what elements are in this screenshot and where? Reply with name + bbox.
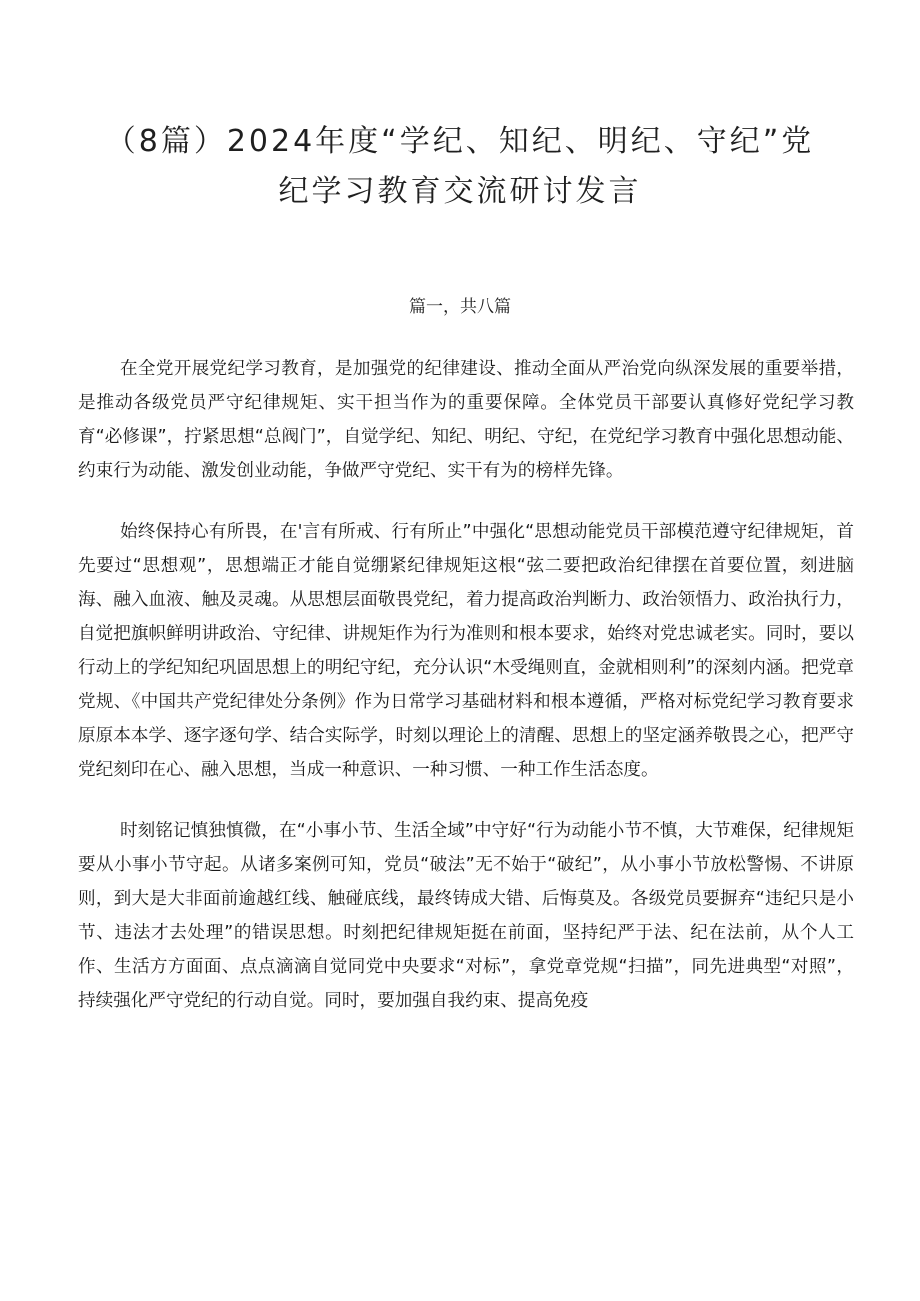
document-body: [78, 352, 854, 1045]
section-subtitle: 篇一，共八篇: [409, 297, 511, 317]
paragraph-3: 时刻铭记慎独慎微，在“小事小节、生活全域”中守好“行为动能小节不慎，大节难保，纪律规矩要从小事小节守起。从诸多案例可知，党员“破法”无不始于“破纪”，从小事小节放松警惕、不讲原则，到大是大非面前逾越红线、触碰底线，最终铸成大错、后悔莫及。各级党员要摒弃“违纪只是小节、违法才去处理”的错误思想。时刻把纪律规矩挺在前面，坚持纪严于法、纪在法前，从个人工作、生活方方面面、点点滴滴自觉同党中央要求“对标”，拿党章党规“扫描”，同先进典型“对照”，持续强化严守党纪的行动自觉。同时，要加强自我约束、提高免疫: [78, 821, 854, 1011]
document-title-line-2: 纪学习教育交流研讨发言: [278, 174, 642, 209]
paragraph-2: 始终保持心有所畏，在'言有所戒、行有所止”中强化“思想动能党员干部模范遵守纪律规矩，首先要过“思想观”，思想端正才能自觉绷紧纪律规矩这根“弦二要把政治纪律摆在首要位置，刻进脑海、融入血液、触及灵魂。从思想层面敬畏党纪，着力提高政治判断力、政治领悟力、政治执行力，自觉把旗帜鲜明讲政治、守纪律、讲规矩作为行为准则和根本要求，始终对党忠诚老实。同时，要以行动上的学纪知纪巩固思想上的明纪守纪，充分认识“木受绳则直，金就相则利”的深刻内涵。把党章党规、《中国共产党纪律处分条例》作为日常学习基础材料和根本遵循，严格对标党纪学习教育要求原原本本学、逐字逐句学、结合实际学，时刻以理论上的清醒、思想上的坚定涵养敬畏之心，把严守党纪刻印在心、融入思想，当成一种意识、一种习惯、一种工作生活态度。: [78, 522, 854, 780]
document-title-line-1: （8篇）2024年度“学纪、知纪、明纪、守纪”党: [105, 124, 815, 159]
paragraph-1: 在全党开展党纪学习教育，是加强党的纪律建设、推动全面从严治党向纵深发展的重要举措，是推动各级党员严守纪律规矩、实干担当作为的重要保障。全体党员干部要认真修好党纪学习教育“必修课”，拧紧思想“总阀门”，自觉学纪、知纪、明纪、守纪，在党纪学习教育中强化思想动能、约束行为动能、激发创业动能，争做严守党纪、实干有为的榜样先锋。: [78, 359, 854, 481]
